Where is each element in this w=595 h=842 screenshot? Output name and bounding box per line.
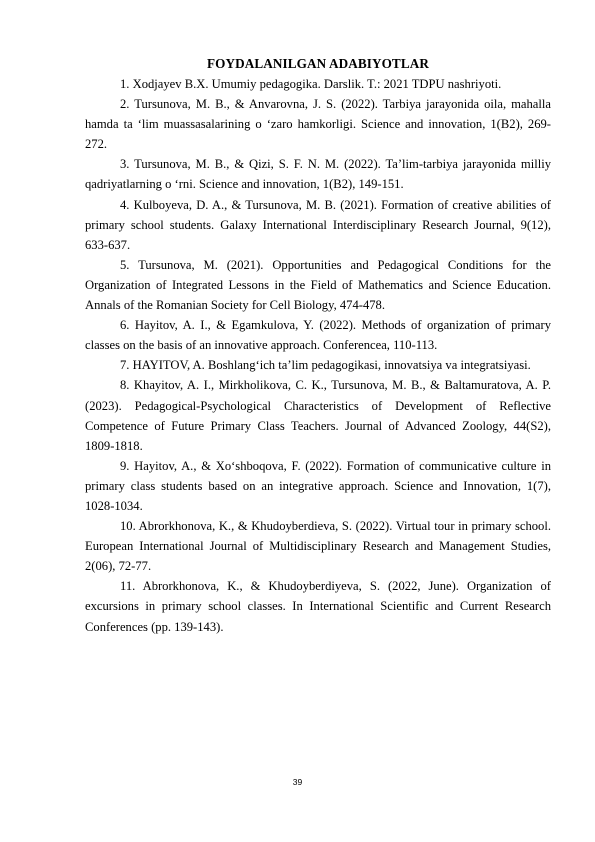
- page-title: FOYDALANILGAN ADABIYOTLAR: [207, 56, 429, 71]
- reference-item-9: 9. Hayitov, A., & Xo‘shboqova, F. (2022). Formation of communicative culture in primary class students based on an integrative approach. Science and Innovation, 1(7), 1028-1034.: [85, 458, 551, 513]
- reference-item-5: 5. Tursunova, M. (2021). Opportunities and Pedagogical Conditions for the Organization of Integrated Lessons in the Field of Mathematics and Science Education. Annals of the Romanian Society for Cell Biology, 474-478.: [85, 257, 551, 313]
- reference-item-10: 10. Abrorkhonova, K., & Khudoyberdieva, S. (2022). Virtual tour in primary school. European International Journal of Multidisciplinary Research and Management Studies, 2(06), 72-77.: [85, 519, 551, 574]
- reference-item-3: 3. Tursunova, M. B., & Qizi, S. F. N. M. (2022). Ta’lim-tarbiya jarayonida milliy qadriyatlarning o ‘rni. Science and innovation, 1(B2), 149-151.: [85, 157, 551, 192]
- reference-item-11: 11. Abrorkhonova, K., & Khudoyberdiyeva, S. (2022, June). Organization of excursions in primary school classes. In International Scientific and Current Research Conferences (pp. 139-143).: [85, 579, 551, 634]
- reference-item-4: 4. Kulboyeva, D. A., & Tursunova, M. B. (2021). Formation of creative abilities of primary school students. Galaxy International Interdisciplinary Research Journal, 9(12), 633-637.: [85, 197, 551, 252]
- reference-item-2: 2. Tursunova, M. B., & Anvarovna, J. S. (2022). Tarbiya jarayonida oila, mahalla hamda ta ‘lim muassasalarining o ‘zaro hamkorligi. Science and innovation, 1(B2), 269-272.: [85, 97, 551, 152]
- reference-item-7: 7. HAYITOV, A. Boshlang‘ich ta’lim pedagogikasi, innovatsiya va integratsiyasi.: [120, 358, 531, 373]
- reference-item-1: 1. Xodjayev B.X. Umumiy pedagogika. Darslik. T.: 2021 TDPU nashriyoti.: [120, 77, 502, 91]
- page-content: [85, 56, 551, 637]
- reference-item-8: 8. Khayitov, A. I., Mirkholikova, C. K., Tursunova, M. B., & Baltamuratova, A. P. (2023). Pedagogical-Psychological Characteristics of Development of Reflective Competence of Future Primary Class Teachers. Journal of Advanced Zoology, 44(S2), 1809-1818.: [85, 378, 551, 453]
- reference-item-6: 6. Hayitov, A. I., & Egamkulova, Y. (2022). Methods of organization of primary classes on the basis of an innovative approach. Conferencea, 110-113.: [85, 318, 551, 353]
- page-number: 39: [292, 777, 303, 787]
